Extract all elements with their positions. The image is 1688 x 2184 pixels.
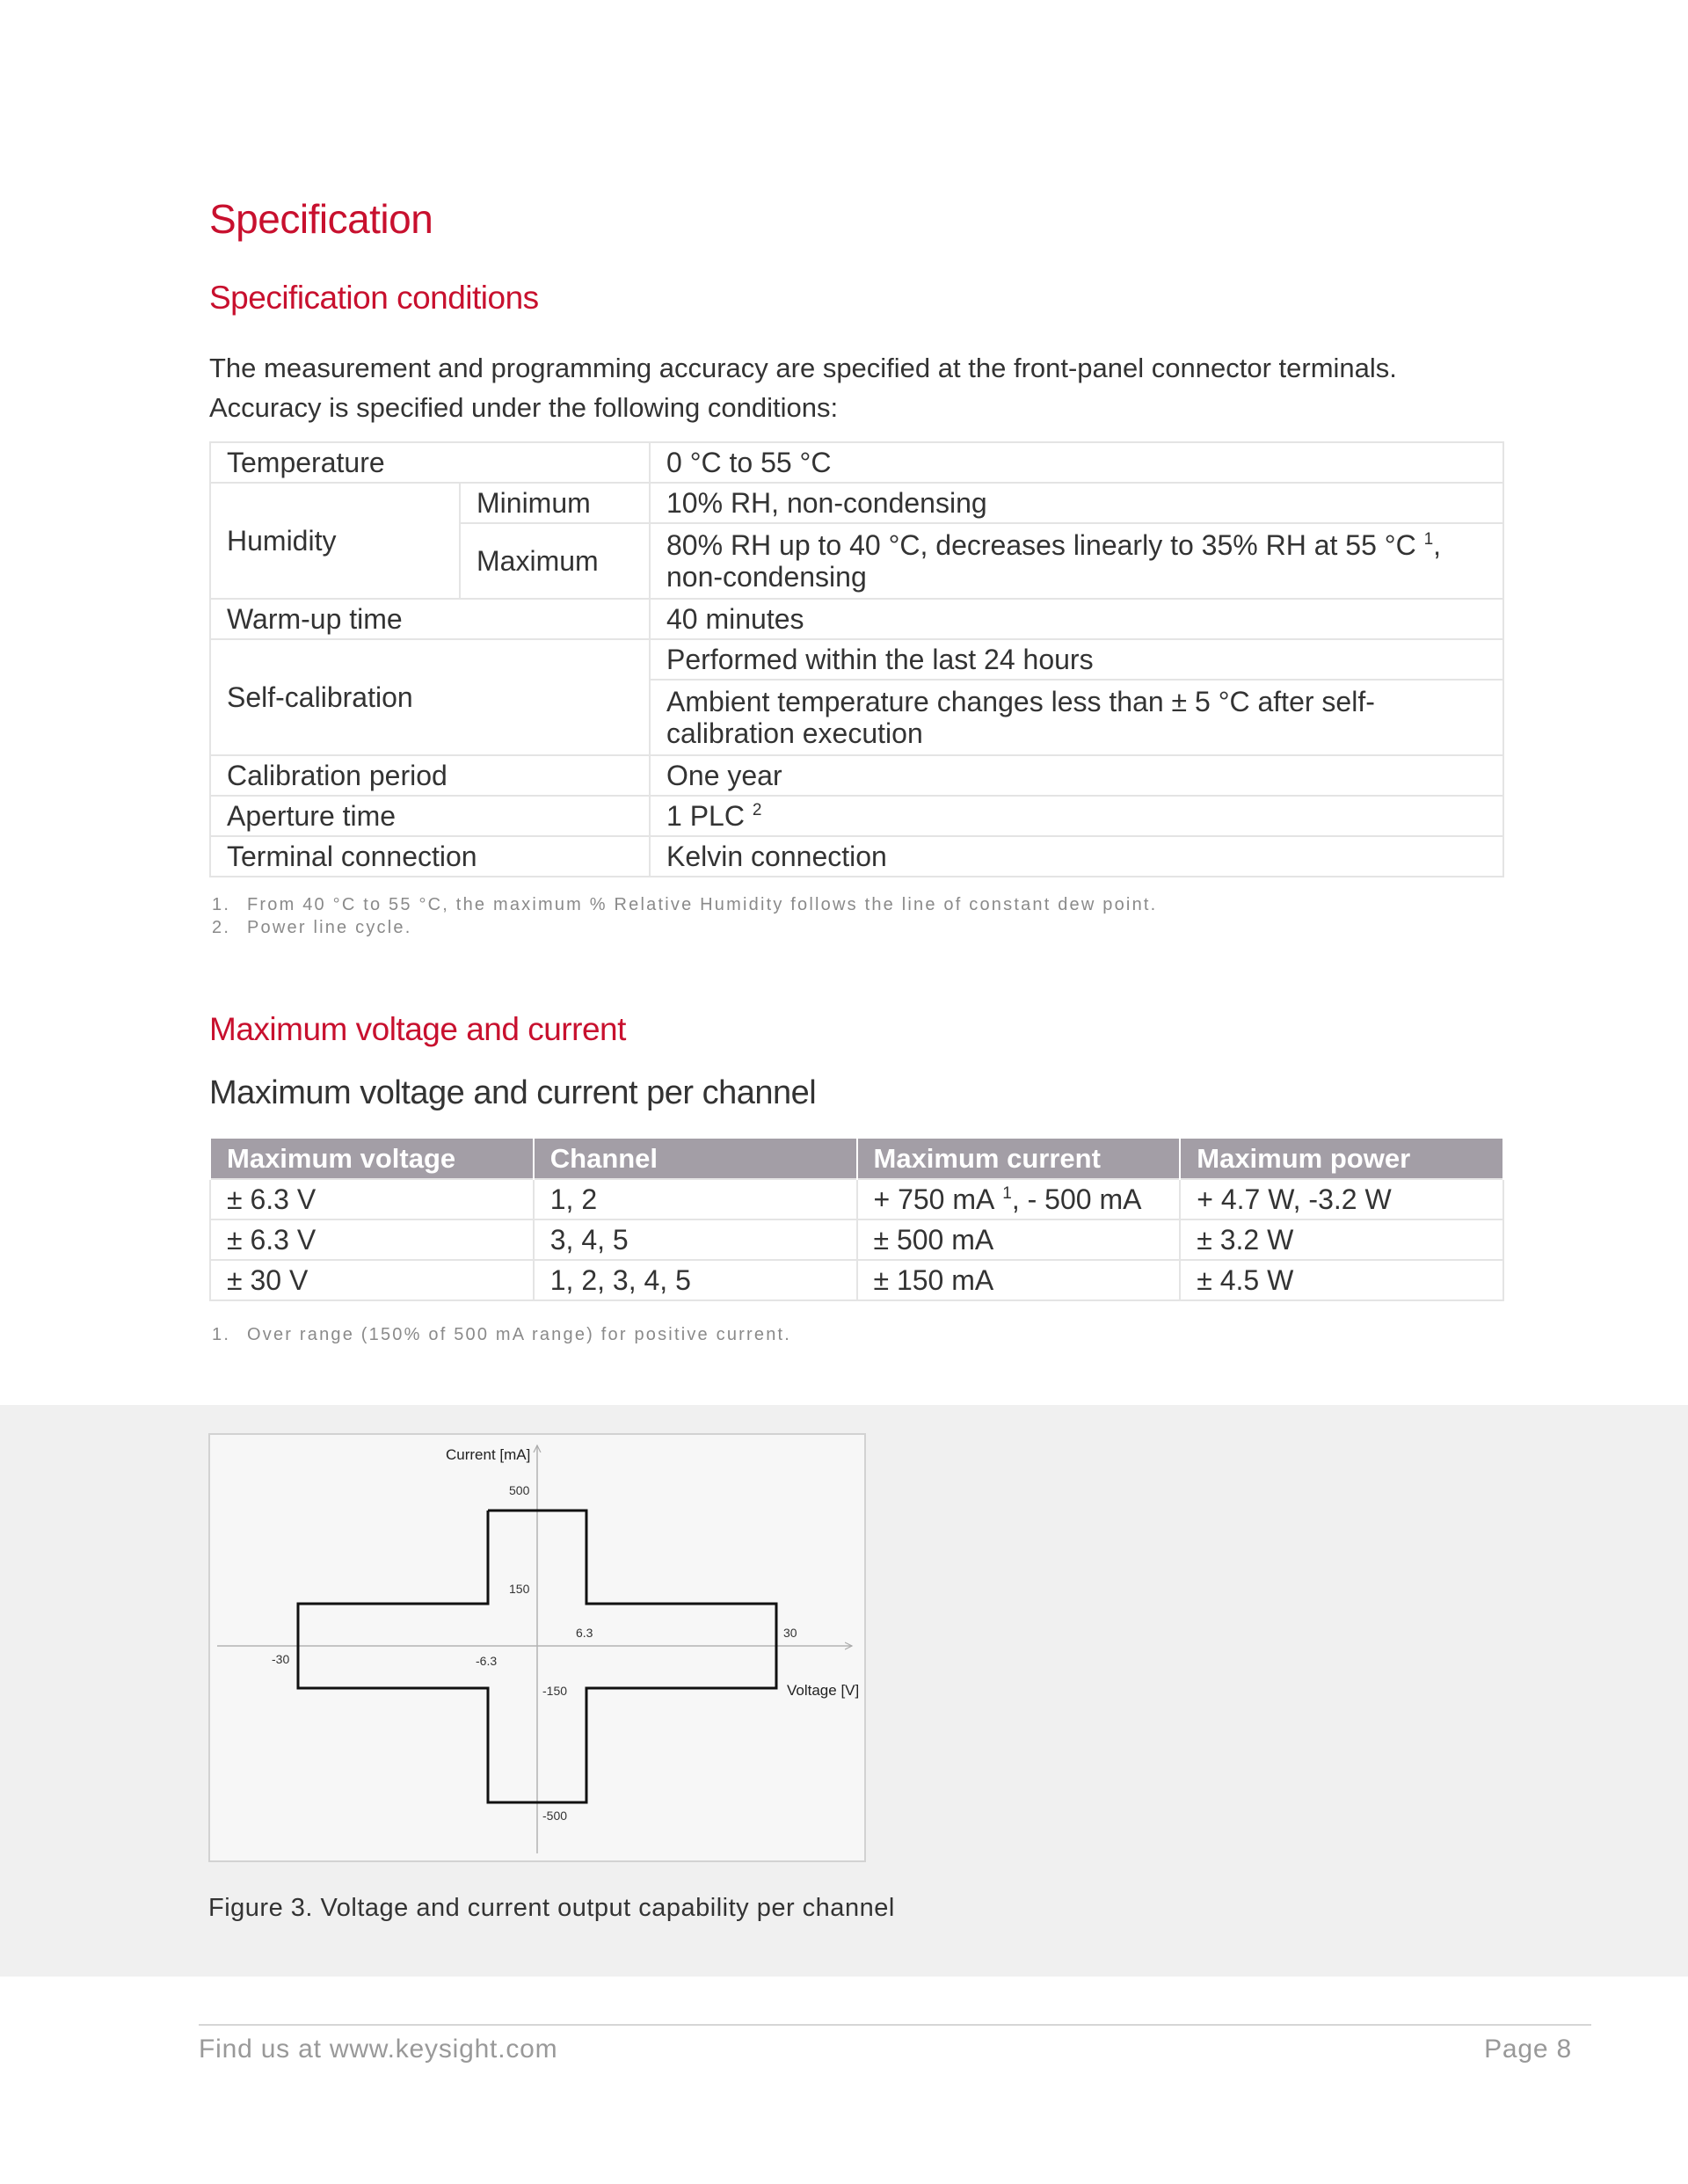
table-row xyxy=(210,1219,1503,1260)
cell-label: Warm-up time xyxy=(210,599,650,639)
footnote-number: 1. xyxy=(212,895,231,914)
footnote-2 xyxy=(212,918,411,938)
cell-channel: 1, 2, 3, 4, 5 xyxy=(534,1260,857,1300)
footnote-ref: 1 xyxy=(1423,530,1434,549)
conditions-intro xyxy=(209,348,1510,427)
footnote-text: Power line cycle. xyxy=(247,918,412,937)
table-row xyxy=(210,836,1503,877)
page-title: Specification xyxy=(209,196,433,242)
footnote-text: Over range (150% of 500 mA range) for positive current. xyxy=(247,1325,792,1344)
humidity-max-comma: , xyxy=(1433,529,1442,561)
conditions-table xyxy=(209,441,1504,877)
footnote-ref: 2 xyxy=(752,801,762,819)
intro-line-1: The measurement and programming accuracy are specified at the front-panel connector terminals. xyxy=(209,353,1397,383)
cell-channel: 1, 2 xyxy=(534,1179,857,1219)
tick-label: 30 xyxy=(783,1626,797,1640)
cell-voltage: ± 30 V xyxy=(210,1260,534,1300)
table-row xyxy=(210,483,1503,523)
cell-power: ± 3.2 W xyxy=(1180,1219,1503,1260)
table-row xyxy=(210,442,1503,483)
cell-power: ± 4.5 W xyxy=(1180,1260,1503,1300)
cell-power: + 4.7 W, -3.2 W xyxy=(1180,1179,1503,1219)
tick-label: 150 xyxy=(509,1582,530,1596)
cell-value: 10% RH, non-condensing xyxy=(650,483,1503,523)
cell-label: Temperature xyxy=(210,442,650,483)
figure-caption: Figure 3. Voltage and current output capability per channel xyxy=(208,1894,895,1922)
cell-current xyxy=(857,1179,1181,1219)
cell-label: Calibration period xyxy=(210,755,650,796)
table-row xyxy=(210,639,1503,680)
tick-label: -500 xyxy=(542,1809,568,1823)
humidity-max-text: 80% RH up to 40 °C, decreases linearly to 35% RH at 55 °C xyxy=(666,529,1416,561)
cell-current: ± 500 mA xyxy=(857,1219,1181,1260)
footnote-text: From 40 °C to 55 °C, the maximum % Relative Humidity follows the line of constant dew point. xyxy=(247,895,1158,914)
section-heading-conditions: Specification conditions xyxy=(209,280,539,316)
footnote-number: 2. xyxy=(212,918,231,937)
table-row xyxy=(210,796,1503,836)
table-row xyxy=(210,599,1503,639)
cell-voltage: ± 6.3 V xyxy=(210,1219,534,1260)
column-header: Maximum current xyxy=(857,1139,1181,1179)
cell-value: Kelvin connection xyxy=(650,836,1503,877)
chart-svg xyxy=(210,1435,864,1860)
tick-label: 6.3 xyxy=(576,1626,593,1640)
footer-divider xyxy=(199,2024,1591,2026)
tick-label: -150 xyxy=(542,1684,568,1698)
y-axis-label: Current [mA] xyxy=(446,1446,531,1463)
cell-sublabel: Maximum xyxy=(460,523,650,599)
cell-voltage: ± 6.3 V xyxy=(210,1179,534,1219)
column-header: Maximum power xyxy=(1180,1139,1503,1179)
cell-sublabel: Minimum xyxy=(460,483,650,523)
cell-label: Humidity xyxy=(210,483,460,599)
cell-value xyxy=(650,523,1503,599)
footnote-number: 1. xyxy=(212,1325,231,1344)
table-row xyxy=(210,1179,1503,1219)
cell-value: 0 °C to 55 °C xyxy=(650,442,1503,483)
section-heading-maxvc: Maximum voltage and current xyxy=(209,1011,626,1047)
cell-value xyxy=(650,796,1503,836)
cell-current: ± 150 mA xyxy=(857,1260,1181,1300)
current-negative: , - 500 mA xyxy=(1011,1183,1142,1215)
cell-channel: 3, 4, 5 xyxy=(534,1219,857,1260)
subsection-heading: Maximum voltage and current per channel xyxy=(209,1074,817,1111)
table-row xyxy=(210,1260,1503,1300)
table-row xyxy=(210,755,1503,796)
tick-label: -30 xyxy=(272,1652,290,1666)
intro-line-2: Accuracy is specified under the following conditions: xyxy=(209,392,839,423)
footer-page-number: Page 8 xyxy=(1484,2035,1572,2064)
figure-chart xyxy=(208,1433,866,1862)
cell-label: Terminal connection xyxy=(210,836,650,877)
footer-website[interactable]: Find us at www.keysight.com xyxy=(199,2035,558,2064)
footnote-ref: 1 xyxy=(1002,1183,1012,1203)
column-header: Maximum voltage xyxy=(210,1139,534,1179)
cell-value: Performed within the last 24 hours xyxy=(650,639,1503,680)
aperture-value: 1 PLC xyxy=(666,800,745,832)
cell-label: Aperture time xyxy=(210,796,650,836)
max-voltage-current-table xyxy=(209,1139,1504,1301)
cell-label: Self-calibration xyxy=(210,639,650,755)
footnote-1 xyxy=(212,895,1157,915)
tick-label: -6.3 xyxy=(476,1654,498,1668)
column-header: Channel xyxy=(534,1139,857,1179)
current-positive: + 750 mA xyxy=(873,1183,995,1215)
cell-value: Ambient temperature changes less than ± 5 °C after self-calibration execution xyxy=(650,680,1503,755)
cell-value: 40 minutes xyxy=(650,599,1503,639)
humidity-max-text-2: non-condensing xyxy=(666,561,867,593)
table-header-row xyxy=(210,1139,1503,1179)
tick-label: 500 xyxy=(509,1483,530,1497)
x-axis-label: Voltage [V] xyxy=(787,1682,860,1699)
footnote-maxvc xyxy=(212,1325,791,1345)
cell-value: One year xyxy=(650,755,1503,796)
